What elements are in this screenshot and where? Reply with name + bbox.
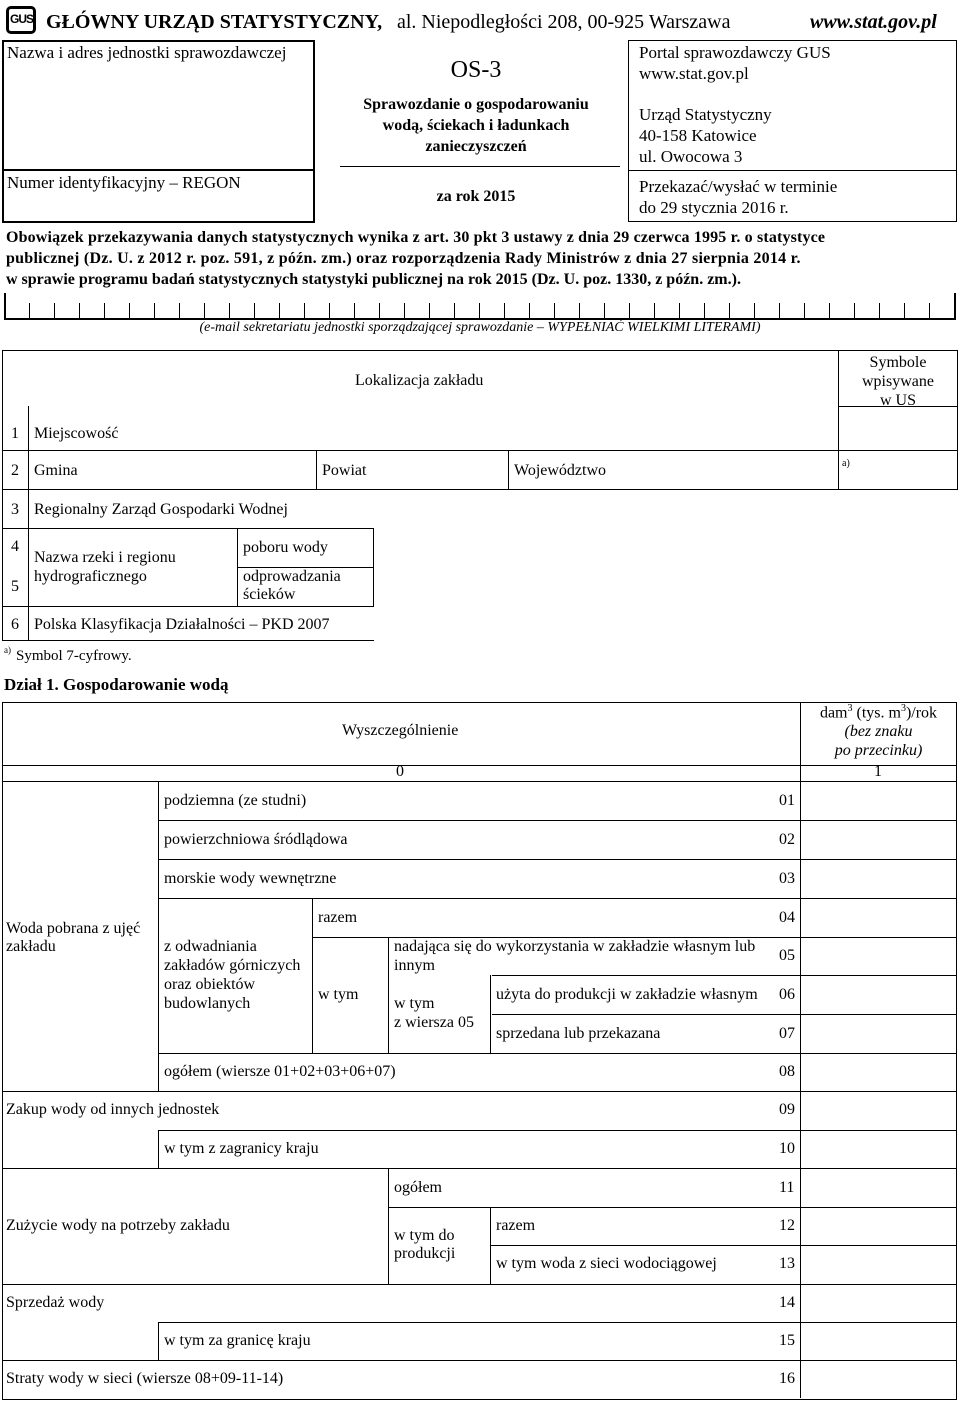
row-number-1: 1 <box>11 425 19 442</box>
row-number-5: 5 <box>11 578 19 595</box>
row-number-4: 4 <box>11 538 19 555</box>
row13-label: w tym woda z sieci wodociągowej <box>496 1255 717 1272</box>
legal-basis-line3: w sprawie programu badań statystycznych statystyki publicznej na rok 2015 (Dz. U. poz. 1330, z późn. zm.). <box>6 271 741 288</box>
row-number-13: 13 <box>779 1255 795 1272</box>
row03-label: morskie wody wewnętrzne <box>164 870 337 887</box>
email-char-cell-divider <box>454 303 455 320</box>
locality-label: Miejscowość <box>34 425 119 442</box>
unit-name-input[interactable] <box>6 66 310 166</box>
form-title-line2: wodą, ściekach i ładunkach <box>382 117 570 134</box>
email-char-cell-divider <box>304 303 305 320</box>
office-line3: ul. Owocowa 3 <box>639 147 743 166</box>
row-number-2: 2 <box>11 462 19 479</box>
col-index-0: 0 <box>396 763 404 780</box>
row14-label: Sprzedaż wody <box>6 1294 105 1311</box>
gus-logo-text: GUS <box>10 12 34 26</box>
footnote-mark-a: a) <box>842 458 850 469</box>
mining-line1: z odwadniania <box>164 938 257 955</box>
row-number-04: 04 <box>779 909 795 926</box>
email-char-cell-divider <box>629 303 630 320</box>
row-number-12: 12 <box>779 1217 795 1234</box>
row-number-10: 10 <box>779 1140 795 1157</box>
wojewodztwo-input[interactable] <box>612 452 834 487</box>
rzgw-label: Regionalny Zarząd Gospodarki Wodnej <box>34 501 288 518</box>
email-char-cell-divider <box>429 303 430 320</box>
powiat-input[interactable] <box>372 452 504 487</box>
row06-label: użyta do produkcji w zakładzie własnym <box>496 986 758 1003</box>
email-char-cell-divider <box>379 303 380 320</box>
row-number-15: 15 <box>779 1332 795 1349</box>
row15-label: w tym za granicę kraju <box>164 1332 311 1349</box>
teryt-symbol-input[interactable] <box>858 452 954 487</box>
form-title-line1: Sprawozdanie o gospodarowaniu <box>363 96 589 113</box>
prod-line1: w tym do <box>394 1227 455 1244</box>
website-link[interactable]: www.stat.gov.pl <box>810 11 937 33</box>
row-number-16: 16 <box>779 1370 795 1387</box>
email-note: (e-mail sekretariatu jednostki sporządzającej sprawozdanie – WYPEŁNIAĆ WIELKIMI LITERAMI) <box>199 320 761 335</box>
row-number-03: 03 <box>779 870 795 887</box>
gmina-input[interactable] <box>90 452 312 487</box>
group-intake-line2: zakładu <box>6 938 56 955</box>
row10-label: w tym z zagranicy kraju <box>164 1140 319 1157</box>
email-char-cell-divider <box>929 303 930 320</box>
email-char-cell-divider <box>279 303 280 320</box>
value-cell-16[interactable] <box>803 1362 955 1397</box>
gmina-label: Gmina <box>34 462 78 479</box>
email-char-cell-divider <box>854 303 855 320</box>
email-char-cell-divider <box>254 303 255 320</box>
email-char-cell-divider <box>829 303 830 320</box>
section1-title: Dział 1. Gospodarowanie wodą <box>4 675 229 694</box>
row07-label: sprzedana lub przekazana <box>496 1025 661 1042</box>
row16-label: Straty wody w sieci (wiersze 08+09-11-14) <box>6 1370 284 1387</box>
email-char-cell-divider <box>229 303 230 320</box>
river-intake-input[interactable] <box>378 530 954 565</box>
value-cell-03[interactable] <box>803 861 955 896</box>
legal-basis-line2: publicznej (Dz. U. z 2012 r. poz. 591, z późn. zm.) oraz rozporządzenia Rady Ministrów z dnia 27 sierpnia 2014 r. <box>6 250 801 267</box>
row-number-08: 08 <box>779 1063 795 1080</box>
value-cell-07[interactable] <box>803 1016 955 1051</box>
value-cell-15[interactable] <box>803 1324 955 1358</box>
col-header-unit-line3: po przecinku) <box>834 742 923 759</box>
row-number-09: 09 <box>779 1101 795 1118</box>
value-cell-14[interactable] <box>803 1286 955 1320</box>
footnote-text: Symbol 7-cyfrowy. <box>16 648 132 664</box>
office-line2: 40-158 Katowice <box>639 126 757 145</box>
value-cell-13[interactable] <box>803 1247 955 1282</box>
intake-label: poboru wody <box>243 539 328 556</box>
row02-label: powierzchniowa śródlądowa <box>164 831 348 848</box>
email-char-cell-divider <box>704 303 705 320</box>
email-char-cell-divider <box>204 303 205 320</box>
legal-basis-line1: Obowiązek przekazywania danych statystycznych wynika z art. 30 pkt 3 ustawy z dnia 29 czerwca 1995 r. o statystyce <box>6 229 826 246</box>
regon-input[interactable] <box>6 196 310 220</box>
mining-line4: budowlanych <box>164 995 251 1012</box>
value-cell-12[interactable] <box>803 1209 955 1243</box>
row-number-3: 3 <box>11 501 19 518</box>
email-char-cell-divider <box>404 303 405 320</box>
email-char-cell-divider <box>79 303 80 320</box>
row08-label: ogółem (wiersze 01+02+03+06+07) <box>164 1063 396 1080</box>
email-char-cell-divider <box>129 303 130 320</box>
row05-label-line2: innym <box>394 957 435 974</box>
email-char-cell-divider <box>779 303 780 320</box>
email-char-cell-divider <box>954 293 956 320</box>
col-header-unit: dam$^3$ (tys. $m^3$)/rok <box>819 703 938 722</box>
value-cell-02[interactable] <box>803 822 955 857</box>
group-use-label: Zużycie wody na potrzeby zakładu <box>6 1217 230 1234</box>
value-cell-08[interactable] <box>803 1055 955 1089</box>
river-discharge-input[interactable] <box>378 569 954 604</box>
wtym05-line2: z wiersza 05 <box>394 1014 474 1031</box>
institution-name: GŁÓWNY URZĄD STATYSTYCZNY, <box>46 11 383 33</box>
row-number-11: 11 <box>779 1179 795 1196</box>
symbols-header-line3: w US <box>879 392 916 409</box>
email-input[interactable] <box>4 293 956 320</box>
deadline-line2: do 29 stycznia 2016 r. <box>639 198 789 217</box>
symbols-header-line1: Symbole <box>869 354 927 371</box>
col-header-description: Wyszczególnienie <box>342 722 459 739</box>
email-char-cell-divider <box>654 303 655 320</box>
row-number-01: 01 <box>779 792 795 809</box>
value-cell-01[interactable] <box>803 783 955 818</box>
report-year: za rok 2015 <box>436 188 516 205</box>
row-number-07: 07 <box>779 1025 795 1042</box>
row12-label: razem <box>496 1217 536 1234</box>
value-cell-09[interactable] <box>803 1093 955 1128</box>
email-char-cell-divider <box>529 303 530 320</box>
email-char-cell-divider <box>729 303 730 320</box>
institution-address: al. Niepodległości 208, 00-925 Warszawa <box>397 11 731 33</box>
row-number-05: 05 <box>779 947 795 964</box>
pkd-input[interactable] <box>378 608 954 638</box>
mining-line2: zakładów górniczych <box>164 957 301 974</box>
row-number-06: 06 <box>779 986 795 1003</box>
row-number-14: 14 <box>779 1294 795 1311</box>
symbols-header-line2: wpisywane <box>862 373 934 390</box>
email-char-cell-divider <box>154 303 155 320</box>
email-char-cell-divider <box>179 303 180 320</box>
wtym05-line1: w tym <box>394 995 435 1012</box>
email-char-cell-divider <box>29 303 30 320</box>
value-cell-11[interactable] <box>803 1170 955 1205</box>
row-number-6: 6 <box>11 616 19 633</box>
email-char-cell-divider <box>679 303 680 320</box>
email-char-cell-divider <box>4 293 6 320</box>
email-char-cell-divider <box>54 303 55 320</box>
form-code: OS-3 <box>450 57 502 83</box>
email-char-cell-divider <box>904 303 905 320</box>
discharge-label-line2: ścieków <box>243 586 296 603</box>
mining-line3: oraz obiektów <box>164 976 256 993</box>
unit-name-label: Nazwa i adres jednostki sprawozdawczej <box>7 43 287 62</box>
email-char-cell-divider <box>754 303 755 320</box>
rzgw-input[interactable] <box>300 491 954 526</box>
powiat-label: Powiat <box>322 462 367 479</box>
row09-label: Zakup wody od innych jednostek <box>6 1101 220 1118</box>
prod-line2: produkcji <box>394 1245 456 1262</box>
location-header: Lokalizacja zakładu <box>355 372 484 389</box>
email-char-cell-divider <box>329 303 330 320</box>
row-number-02: 02 <box>779 831 795 848</box>
email-char-cell-divider <box>579 303 580 320</box>
value-cell-05[interactable] <box>803 939 955 973</box>
gus-logo <box>6 6 36 34</box>
footnote-mark: a) <box>4 645 11 655</box>
wtym-label: w tym <box>318 986 359 1003</box>
row05-label-line1: nadająca się do wykorzystania w zakładzie własnym lub <box>394 938 756 955</box>
email-char-cell-divider <box>504 303 505 320</box>
portal-line2[interactable]: www.stat.gov.pl <box>639 64 749 83</box>
group-intake-line1: Woda pobrana z ujęć <box>6 920 141 937</box>
row04-label: razem <box>318 909 358 926</box>
email-char-cell-divider <box>354 303 355 320</box>
col-index-1: 1 <box>874 763 882 780</box>
email-char-cell-divider <box>554 303 555 320</box>
email-char-cell-divider <box>104 303 105 320</box>
office-line1: Urząd Statystyczny <box>639 105 772 124</box>
locality-input[interactable] <box>150 408 834 448</box>
wojewodztwo-label: Województwo <box>514 462 607 479</box>
value-cell-06[interactable] <box>803 977 955 1012</box>
email-char-cell-divider <box>479 303 480 320</box>
value-cell-04[interactable] <box>803 900 955 935</box>
pkd-label: Polska Klasyfikacja Działalności – PKD 2007 <box>34 616 330 633</box>
form-title-line3: zanieczyszczeń <box>425 138 527 155</box>
row01-label: podziemna (ze studni) <box>164 792 307 809</box>
email-char-cell-divider <box>804 303 805 320</box>
email-char-cell-divider <box>604 303 605 320</box>
river-label-line2: hydrograficznego <box>34 568 147 585</box>
row11-label: ogółem <box>394 1179 442 1196</box>
value-cell-10[interactable] <box>803 1132 955 1166</box>
discharge-label-line1: odprowadzania <box>243 568 341 585</box>
river-label-line1: Nazwa rzeki i regionu <box>34 549 176 566</box>
col-header-unit-line2: (bez znaku <box>844 723 913 740</box>
regon-label: Numer identyfikacyjny – REGON <box>7 173 241 192</box>
deadline-line1: Przekazać/wysłać w terminie <box>639 177 838 196</box>
email-char-cell-divider <box>879 303 880 320</box>
portal-line1: Portal sprawozdawczy GUS <box>639 43 831 62</box>
